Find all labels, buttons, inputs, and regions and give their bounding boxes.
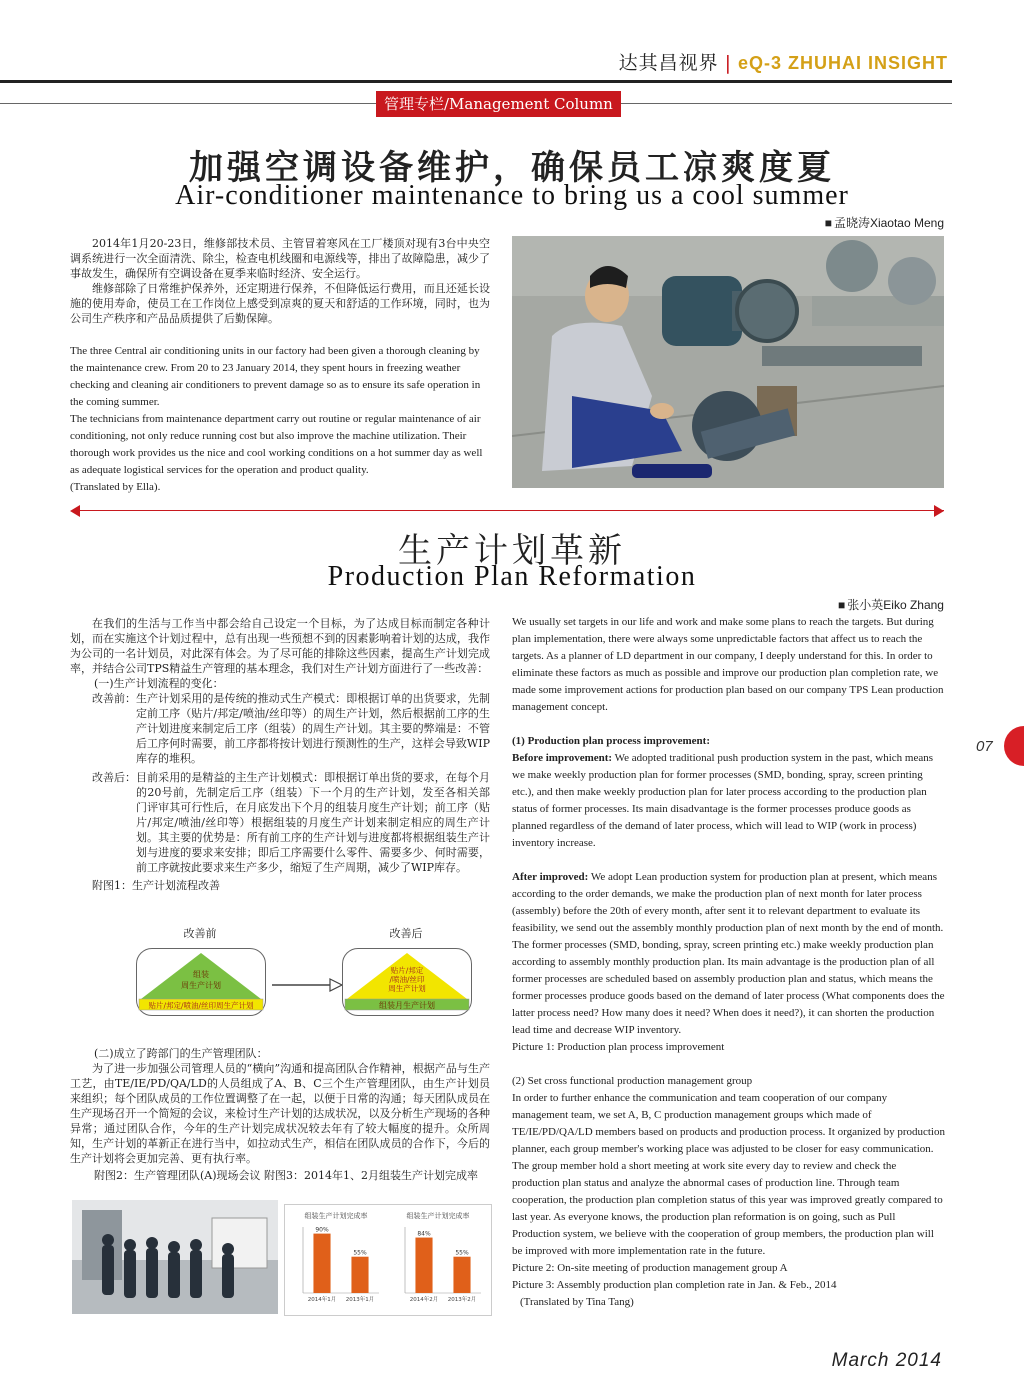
- chart-feb: [389, 1207, 487, 1311]
- maintenance-photo: [512, 236, 944, 488]
- chart-jan-title: 组装生产计划完成率: [304, 1212, 368, 1220]
- magazine-brand: [619, 48, 948, 75]
- cn-before-block: [70, 691, 490, 766]
- en-pic1: Picture 1: Production plan process improvement: [512, 1041, 725, 1053]
- diagram-before-bottom: 贴片/邦定/喷油/丝印周生产计划: [148, 1001, 254, 1010]
- chart-category-label: 2014年1月: [307, 1297, 337, 1303]
- cn-after-text: 目前采用的是精益的主生产计划模式：即根据订单出货的要求，在每个月的20号前，先制定后工序（组装）下一个月的生产计划，发至各相关部门评审其可行性后，在月底发出下个月的组装月度生产计划；前工序（贴片/邦定/喷油/丝印等）根据组装的月度生产计划来制定相应的周生产计划。其主要的优势是：所有前工序的生产计划与进度都将根据组装生产计划与进度的要求来安排；即后工序需要什么零件、需要多少、何时需要，前工序就按此要求来生产多少，缩短了生产周期，减少了WIP库存。: [136, 771, 490, 874]
- chart-jan: [287, 1207, 385, 1311]
- issue-date: March 2014: [831, 1350, 942, 1371]
- diagram-before-top: 组装 周生产计划: [181, 970, 221, 990]
- en-sec1-title: (1) Production plan process improvement:: [512, 735, 710, 747]
- process-diagram: [130, 924, 470, 1044]
- en-before-label: Before improvement:: [512, 752, 613, 764]
- section-divider: [74, 510, 944, 511]
- diagram-after-bottom: 组装月生产计划: [379, 1001, 435, 1010]
- chart-value-label: 55%: [353, 1249, 367, 1257]
- cn-after-label: 改善后：: [92, 771, 136, 784]
- chart-feb-title: 组装生产计划完成率: [406, 1212, 470, 1220]
- article1-en-paragraph: The technicians from maintenance department carry out routine or regular maintenance of air conditioning, not only reduce running cost but also improve the machine utilization. Their thorough work provides us the nice and cool working conditions on a hot summer day as well as adequate logistical services for the operation and product quality.: [70, 413, 483, 476]
- chart-jan-plot: [287, 1221, 385, 1313]
- chart-value-label: 55%: [455, 1249, 469, 1257]
- article1-title-en: Air-conditioner maintenance to bring us a cool summer: [175, 180, 849, 211]
- en-translator: (Translated by Tina Tang): [520, 1296, 634, 1308]
- diagram-after-label: 改善后: [389, 927, 423, 940]
- chart-category-label: 2013年2月: [447, 1297, 477, 1303]
- cn-sec2-title: (二)成立了跨部门的生产管理团队：: [94, 1047, 268, 1060]
- charts-container: [284, 1204, 492, 1316]
- page-tab: [1004, 726, 1024, 766]
- cn-before-text: 生产计划采用的是传统的推动式生产模式：即根据订单的出货要求，先制定前工序（贴片/邦定/喷油/丝印等）的周生产计划，然后根据前工序的生产计划进度来制定后工序（组装）的周生产计划。其主要的弊端是：不管后工序何时需要，前工序都将按计划进行预测性的生产，这样会导致WIP库存的堆积。: [136, 692, 490, 765]
- article2-cn-body-2: [70, 1046, 490, 1183]
- article2-en-body: [512, 614, 946, 1311]
- cn-fig23-caption: 附图2：生产管理团队(A)现场会议 附图3：2014年1、2月组装生产计划完成率: [94, 1169, 479, 1182]
- article1-title-cn: 加强空调设备维护，确保员工凉爽度夏: [189, 148, 835, 188]
- diagram-arrow: [268, 970, 348, 1000]
- meeting-photo: [72, 1200, 278, 1314]
- en-sec2-title: (2) Set cross functional production management group: [512, 1075, 753, 1087]
- page-number: 07: [976, 738, 993, 755]
- chart-value-label: 84%: [417, 1230, 431, 1238]
- meeting-photo-illustration: [72, 1200, 278, 1314]
- chart-bar: [415, 1238, 432, 1293]
- en-pic2: Picture 2: On-site meeting of production management group A: [512, 1262, 788, 1274]
- article1-en-body: [70, 343, 490, 496]
- chart-category-label: 2014年2月: [409, 1297, 439, 1303]
- chart-bar: [351, 1257, 368, 1293]
- en-after-text: We adopt Lean production system for production plan at present, which means according to the order demands, we make the production plan of next month for later process (assembly) before the 20th of every month, after sent it to relevant department to evaluate its feasibility, we send out the assembly monthly production plan of next month by the end of month. The former processes (SMD, bonding, spray, screen printing etc.) make weekly production plan according to assembly monthly production plan. Its main advantage is the production plan of all former processes are scheduled based on assembly production plan and status, which means the former processes produce goods based on the demand of later process (What components does the latter process need? How many does it need? When does it need?), it can shorten the production lead time and decrease WIP inventory.: [512, 871, 945, 1036]
- chart-bar: [453, 1257, 470, 1293]
- divider-arrow-left: [70, 505, 80, 517]
- article1-author: ■ 孟晓涛Xiaotao Meng: [825, 214, 944, 231]
- article2-title-en: Production Plan Reformation: [327, 561, 697, 592]
- en-pic3: Picture 3: Assembly production plan completion rate in Jan. & Feb., 2014: [512, 1279, 837, 1291]
- cn-intro: 在我们的生活与工作当中都会给自己设定一个目标，为了达成目标而制定各种计划，而在实施这个计划过程中，总有出现一些预想不到的因素影响着计划的达成，我作为公司的一名计划员，对此深有体会。为了尽可能的排除这些因素，提高生产计划完成率，并结合公司TPS精益生产管理的基本理念，我们对生产计划方面进行了一些改善：: [70, 617, 490, 675]
- diagram-after-box: [342, 948, 472, 1016]
- brand-separator: |: [724, 52, 732, 74]
- en-after-label: After improved:: [512, 871, 589, 883]
- brand-en: eQ-3 ZHUHAI INSIGHT: [737, 53, 948, 73]
- article2-author: ■ 张小英Eiko Zhang: [838, 596, 944, 613]
- cn-after-block: [70, 770, 490, 875]
- chart-feb-plot: [389, 1221, 487, 1313]
- cn-fig1-caption: 附图1：生产计划流程改善: [92, 879, 220, 892]
- article1-cn-paragraph: 2014年1月20-23日，维修部技术员、主管冒着寒风在工厂楼顶对现有3台中央空调系统进行一次全面清洗、除尘，检查电机线圈和电源线等，排出了故障隐患，减少了事故发生，确保所有空调设备在夏季来临时经济、安全运行。: [70, 237, 490, 280]
- diagram-before-box: [136, 948, 266, 1016]
- chart-category-label: 2013年1月: [345, 1297, 375, 1303]
- diagram-after-top: 贴片/邦定 /喷油/丝印 周生产计划: [388, 966, 426, 993]
- column-tag: 管理专栏/Management Column: [376, 91, 621, 117]
- diagram-before-label: 改善前: [183, 927, 217, 940]
- article1-en-paragraph: The three Central air conditioning units in our factory had been given a thorough cleaning by the maintenance crew. From 20 to 23 January 2014, they spent hours in freezing weather checking and cleaning air conditioners to prevent damage so as to ensure its safe operation in the coming summer.: [70, 345, 481, 408]
- chart-value-label: 90%: [315, 1226, 329, 1234]
- cn-sec1-title: (一)生产计划流程的变化：: [94, 677, 224, 690]
- en-before-text: We adopted traditional push production system in the past, which means we make weekly production plan for former processes (SMD, bonding, spray, screen printing etc.), and then make weekly production plan for later process according to the production plan status of former processes. Its main disadvantage is the former processes produce goods as planned regardless of the demand of later process, which will lead to WIP (work in process) inventory increase.: [512, 752, 934, 849]
- cn-before-label: 改善前：: [92, 692, 136, 705]
- cn-sec2-text: 为了进一步加强公司管理人员的“横向”沟通和提高团队合作精神，根据产品与生产工艺，由TE/IE/PD/QA/LD的人员组成了A、B、C三个生产管理团队，由生产计划员来组织；每个团队成员的工作位置调整了在一起，以便于日常的沟通；每天团队成员在生产现场召开一个简短的会议，来检讨生产计划的达成状况，以及分析生产现场的各种异常；通过团队合作，今年的生产计划完成状况较去年有了较大幅度的提升。众所周知，生产计划的革新正在进行当中，如拉动式生产，相信在团队成员的合作下，今后的生产计划将会更加完善、更有执行率。: [70, 1062, 490, 1165]
- divider-arrow-right: [934, 505, 944, 517]
- header-rule: [0, 80, 952, 83]
- en-intro: We usually set targets in our life and work and make some plans to reach the targets. But during plan implementation, there were always some unpredictable factors that affect us to reach the targets. As a planner of LD department in our company, I deeply understand for this. In order to eliminate these factors as much as possible and improve our production plan completion rate, we made some improvement actions for production plan based on our company TPS Lean production management concept.: [512, 616, 944, 713]
- article1-translator: (Translated by Ella).: [70, 481, 161, 493]
- maintenance-photo-illustration: [512, 236, 944, 488]
- brand-cn: 达其昌视界: [618, 52, 719, 74]
- article1-cn-paragraph: 维修部除了日常维护保养外，还定期进行保养，不但降低运行费用，而且还延长设施的使用寿命，使员工在工作岗位上感受到凉爽的夏天和舒适的工作环境，同时，也为公司生产秩序和产品品质提供了后勤保障。: [70, 282, 490, 325]
- article2-title-cn: 生产计划革新: [398, 531, 626, 571]
- chart-bar: [313, 1234, 330, 1293]
- article1-cn-body: [70, 236, 490, 326]
- article2-cn-body: [70, 616, 490, 893]
- en-sec2-text: In order to further enhance the communication and team cooperation of our company management team, we set A, B, C production management groups which made of TE/IE/PD/QA/LD members based on products and production process. It organized by production planner, each group member's working place was adjusted to be closer for easy communication. The group member hold a short meeting at work site every day to review and check the production plan status and analyze the abnormal cases of production line. Through team cooperation, the production plan completion status of this year was improved greatly compared to last year. As everyone knows, the production plan reformation is on going, such as Pull Production system, we believe with the cooperation of group members, the production plan will be improved with more implementation rate in the future.: [512, 1092, 945, 1257]
